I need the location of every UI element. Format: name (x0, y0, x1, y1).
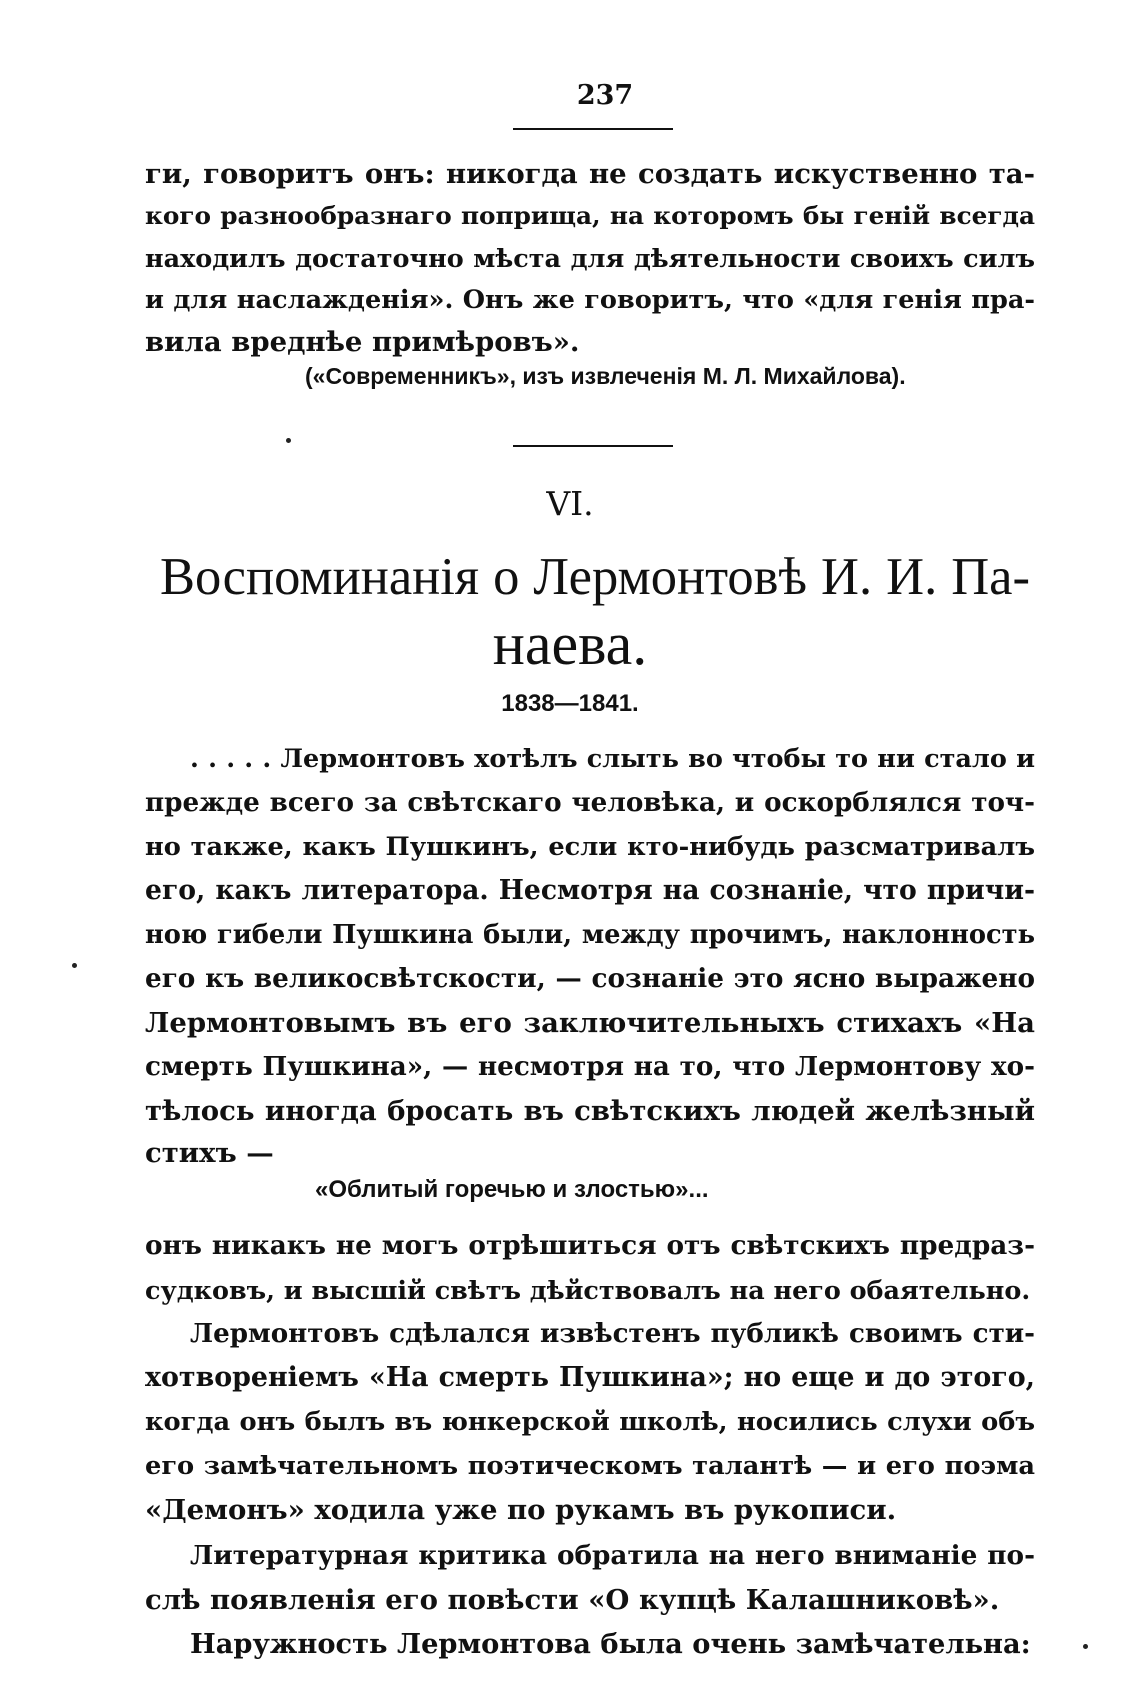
chapter-title-line-2: наева. (492, 611, 648, 677)
text-line: его, какъ литератора. Несмотря на сознаніе, что причи- (145, 875, 1035, 906)
text-line: . . . . . Лермонтовъ хотѣлъ слыть во чтобы то ни стало и (190, 744, 1035, 774)
page-number: 237 (576, 80, 634, 111)
page-number-rule (513, 128, 673, 130)
text-line: слѣ появленія его повѣсти «О купцѣ Калашниковѣ». (145, 1584, 1000, 1616)
text-line: хотвореніемъ «На смерть Пушкина»; но еще и до этого, (145, 1362, 1035, 1393)
text-line: Наружность Лермонтова была очень замѣчательна: (190, 1628, 1031, 1660)
text-line: ги, говоритъ онъ: никогда не создать искуственно та- (145, 158, 1035, 190)
text-line: прежде всего за свѣтскаго человѣка, и оскорблялся точ- (145, 787, 1035, 818)
text-line: кого разнообразнаго поприща, на которомъ бы геній всегда (145, 201, 1035, 230)
scan-speck (72, 963, 77, 968)
text-line: Лермонтовымъ въ его заключительныхъ стихахъ «На (145, 1007, 1035, 1039)
text-line: тѣлось иногда бросать въ свѣтскихъ людей желѣзный (145, 1095, 1035, 1127)
text-line: его къ великосвѣтскости, — сознаніе это ясно выражено (145, 963, 1035, 994)
section-numeral: VI. (546, 484, 594, 523)
text-line: судковъ, и высшій свѣтъ дѣйствовалъ на него обаятельно. (145, 1275, 1031, 1305)
text-line: но также, какъ Пушкинъ, если кто-нибудь разсматривалъ (145, 832, 1035, 862)
text-line: Лермонтовъ сдѣлался извѣстенъ публикѣ своимъ сти- (190, 1318, 1035, 1349)
text-line: находилъ достаточно мѣста для дѣятельности своихъ силъ (145, 243, 1035, 273)
text-line: и для наслажденія». Онъ же говоритъ, что «для генія пра- (145, 285, 1035, 315)
text-line: его замѣчательномъ поэтическомъ талантѣ — и его поэма (145, 1451, 1035, 1481)
scan-speck (1083, 1644, 1088, 1649)
chapter-dates: 1838—1841. (501, 690, 639, 717)
section-divider (513, 445, 673, 447)
text-line: «Демонъ» ходила уже по рукамъ въ рукописи. (145, 1494, 897, 1526)
text-line: когда онъ былъ въ юнкерской школѣ, носились слухи объ (145, 1407, 1035, 1437)
source-citation: («Современникъ», изъ извлеченія М. Л. Михайлова). (305, 363, 906, 389)
chapter-title-line-1: Воспоминанія о Лермонтовѣ И. И. Па- (160, 548, 1030, 606)
scan-speck (286, 438, 291, 443)
text-line: Литературная критика обратила на него вниманіе по- (190, 1540, 1035, 1571)
text-line: вила вреднѣе примѣровъ». (145, 326, 580, 358)
text-line: смерть Пушкина», — несмотря на то, что Лермонтову хо- (145, 1051, 1035, 1082)
text-line: ною гибели Пушкина были, между прочимъ, наклонность (145, 920, 1035, 950)
text-line: онъ никакъ не могъ отрѣшиться отъ свѣтскихъ предраз- (145, 1230, 1035, 1261)
quoted-verse: «Облитый горечью и злостью»... (315, 1176, 709, 1203)
text-line: стихъ — (145, 1137, 274, 1169)
